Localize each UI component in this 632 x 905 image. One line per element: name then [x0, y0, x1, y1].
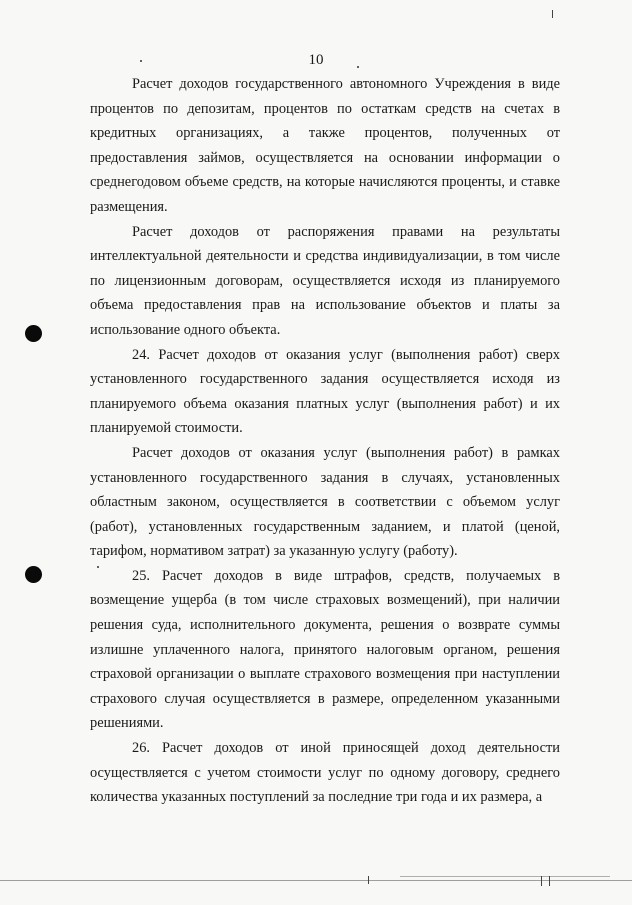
paragraph-intellectual-rights: Расчет доходов от распоряжения правами на результаты интеллектуальной деятельности и средства индивидуализации, в том числе по лицензионным договорам, осуществляется исходя из планируемого объема предоставления прав на использование объектов и платы за использование одного объекта. [90, 223, 560, 338]
paragraph-25-fines: 25. Расчет доходов в виде штрафов, средств, получаемых в возмещение ущерба (в том числе страховых возмещений), при наличии решения суда, исполнительного документа, решения о возврате суммы излишне уплаченного налога, принятого налоговым органом, решения страховой организации о выплате страхового возмещения при наступлении страхового случая осуществляется в размере, определенном указанными решениями. [90, 567, 560, 732]
document-body [90, 72, 560, 810]
page-number: 10 [308, 52, 324, 68]
paragraph-24-services-above-task: 24. Расчет доходов от оказания услуг (выполнения работ) сверх установленного государственного задания осуществляется исходя из планируемого объема оказания платных услуг (выполнения работ) и их планируемой стоимости. [90, 346, 560, 437]
scan-mark-bottom-right-b [549, 876, 550, 886]
paragraph-interest-income: Расчет доходов государственного автономного Учреждения в виде процентов по депозитам, процентов по остаткам средств на счетах в кредитных организациях, а также процентов, полученных от предоставления займов, осуществляется на основании информации о среднегодовом объеме средств, на которые начисляются проценты, и ставке размещения. [90, 76, 560, 215]
paragraph-26-other-income: 26. Расчет доходов от иной приносящей доход деятельности осуществляется с учетом стоимости услуг по одному договору, среднего количества указанных поступлений за последние три года и их размера, а [90, 740, 560, 806]
scan-edge-line-secondary [400, 876, 610, 877]
scan-mark-bottom-right-a [541, 876, 542, 886]
paragraph-services-within-task: Расчет доходов от оказания услуг (выполнения работ) в рамках установленного государственного задания в случаях, установленных областным законом, осуществляется в соответствии с объемом услуг (работ), установленных государственным заданием, и платой (ценой, тарифом, нормативом затрат) за указанную услугу (работу). [90, 444, 560, 560]
scan-edge-line [0, 880, 632, 881]
scan-speck [97, 566, 99, 568]
punch-hole-top [25, 325, 42, 342]
scan-speck [357, 66, 359, 68]
scan-speck [140, 60, 142, 62]
scan-mark-top [552, 10, 553, 18]
scan-mark-bottom [368, 876, 369, 884]
punch-hole-bottom [25, 566, 42, 583]
